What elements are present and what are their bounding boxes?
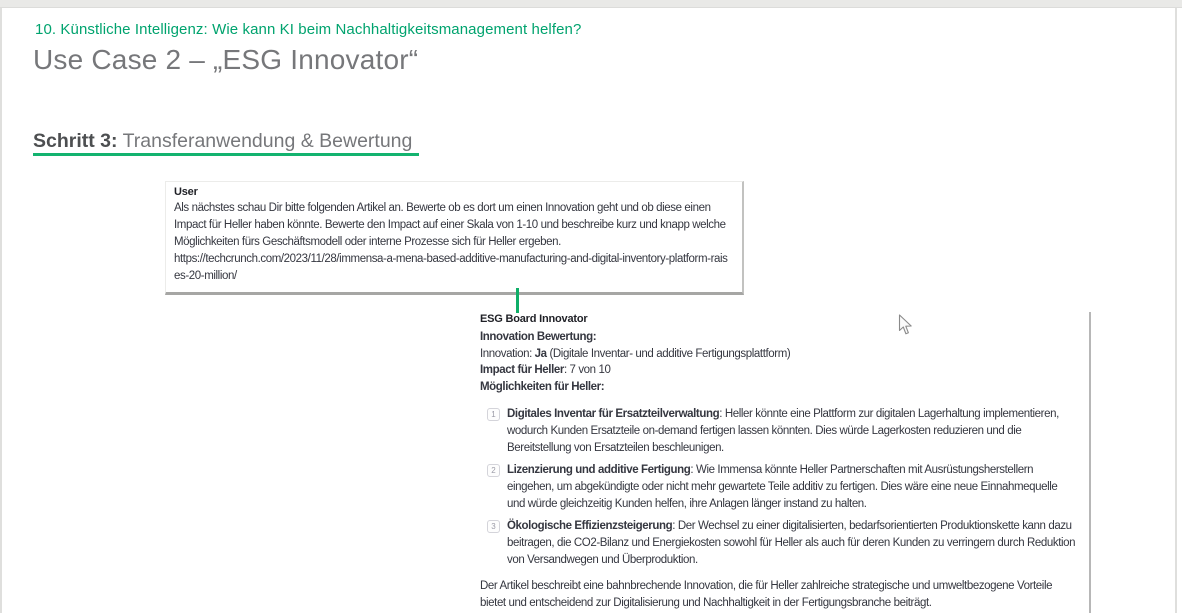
list-item-title: Digitales Inventar für Ersatzteilverwaltung — [507, 408, 720, 420]
list-item-body: : Heller könnte eine Plattform zur digitalen Lagerhaltung implementieren, wodurch Kunden Ersatzteile on-demand fertigen lassen könnten. Dies würde Lagerkosten reduzieren und die Bereitstellung von Ersatzteilen beschleunigen. — [507, 408, 1059, 454]
impact-value: : 7 von 10 — [563, 364, 611, 376]
right-edge-line — [1175, 8, 1177, 613]
possibilities-list — [480, 406, 1077, 569]
impact-label: Impact für Heller — [480, 364, 564, 376]
article-url-text: https://techcrunch.com/2023/11/28/immensa-a-mena-based-additive-manufacturing-and-digital-inventory-platform-raises-20-million/ — [174, 253, 728, 282]
left-edge-line — [0, 8, 2, 613]
list-number-badge: 2 — [487, 464, 500, 477]
list-item — [480, 462, 1077, 513]
step-label: Schritt 3: — [33, 130, 118, 152]
list-item-text — [507, 462, 1077, 513]
assistant-role-label: ESG Board Innovator — [480, 313, 588, 325]
list-number-badge: 1 — [487, 408, 500, 421]
innovation-label: Innovation: — [480, 347, 535, 360]
user-message-text — [174, 200, 733, 285]
assistant-conclusion: Der Artikel beschreibt eine bahnbrechende Innovation, die für Heller zahlreiche strategische und umweltbezogene Vorteile bietet und entscheidend zur Digitalisierung und Nachhaltigkeit in der Fertigungsbranche beiträgt. — [480, 580, 1053, 609]
list-item — [480, 406, 1077, 457]
list-number-badge: 3 — [487, 520, 500, 533]
step-title: Transferanwendung & Bewertung — [117, 130, 413, 152]
innovation-value: Ja — [534, 347, 547, 360]
user-role-label: User — [174, 186, 198, 198]
slide-kicker: 10. Künstliche Intelligenz: Wie kann KI beim Nachhaltigkeitsmanagement helfen? — [35, 21, 582, 38]
list-item-body: : Wie Immensa könnte Heller Partnerschaften mit Ausrüstungsherstellern eingehen, um abgekündigte oder nicht mehr gewartete Teile additiv zu fertigen. Dies wäre eine neue Einnahmequelle und würde gleichzeitig Kunden helfen, ihre Anlagen länger instand zu halten. — [507, 464, 1058, 510]
assistant-message — [480, 313, 1077, 612]
innovation-rating-heading: Innovation Bewertung: — [480, 331, 597, 343]
user-message-body: Als nächstes schau Dir bitte folgenden Artikel an. Bewerte ob es dort um einen Innovation geht und ob diese einen Impact für Heller haben könnte. Bewerte den Impact auf einer Skala von 1-10 und beschreibe kurz und knapp welche Möglichkeiten fürs Geschäftsmodell oder interne Prozesse sich für Heller ergeben. — [174, 202, 726, 248]
section-heading — [33, 130, 412, 153]
innovation-line — [480, 346, 1077, 363]
response-panel-edge-line — [1089, 312, 1091, 613]
top-edge-band — [0, 0, 1182, 8]
list-item-title: Ökologische Effizienzsteigerung — [507, 520, 673, 532]
slide-title: Use Case 2 – „ESG Innovator“ — [33, 44, 419, 75]
possibilities-heading: Möglichkeiten für Heller: — [480, 380, 605, 393]
list-item-title: Lizenzierung und additive Fertigung — [507, 464, 691, 476]
innovation-detail: (Digitale Inventar- und additive Fertigungsplattform) — [546, 347, 791, 360]
list-item-body: : Der Wechsel zu einer digitalisierten, bedarfsorientierten Produktionskette kann dazu beitragen, die CO2-Bilanz und Energiekosten sowohl für Heller als auch für deren Kunden zu verringern durch Reduktion von Versandwegen und Überproduktion. — [507, 520, 1076, 566]
list-item-text — [507, 406, 1077, 457]
message-connector-line — [516, 288, 519, 313]
list-item-text — [507, 518, 1077, 569]
section-underline — [33, 153, 419, 156]
impact-line — [480, 362, 1077, 379]
list-item — [480, 518, 1077, 569]
mouse-cursor-icon — [898, 314, 913, 336]
user-message-card — [165, 181, 744, 295]
